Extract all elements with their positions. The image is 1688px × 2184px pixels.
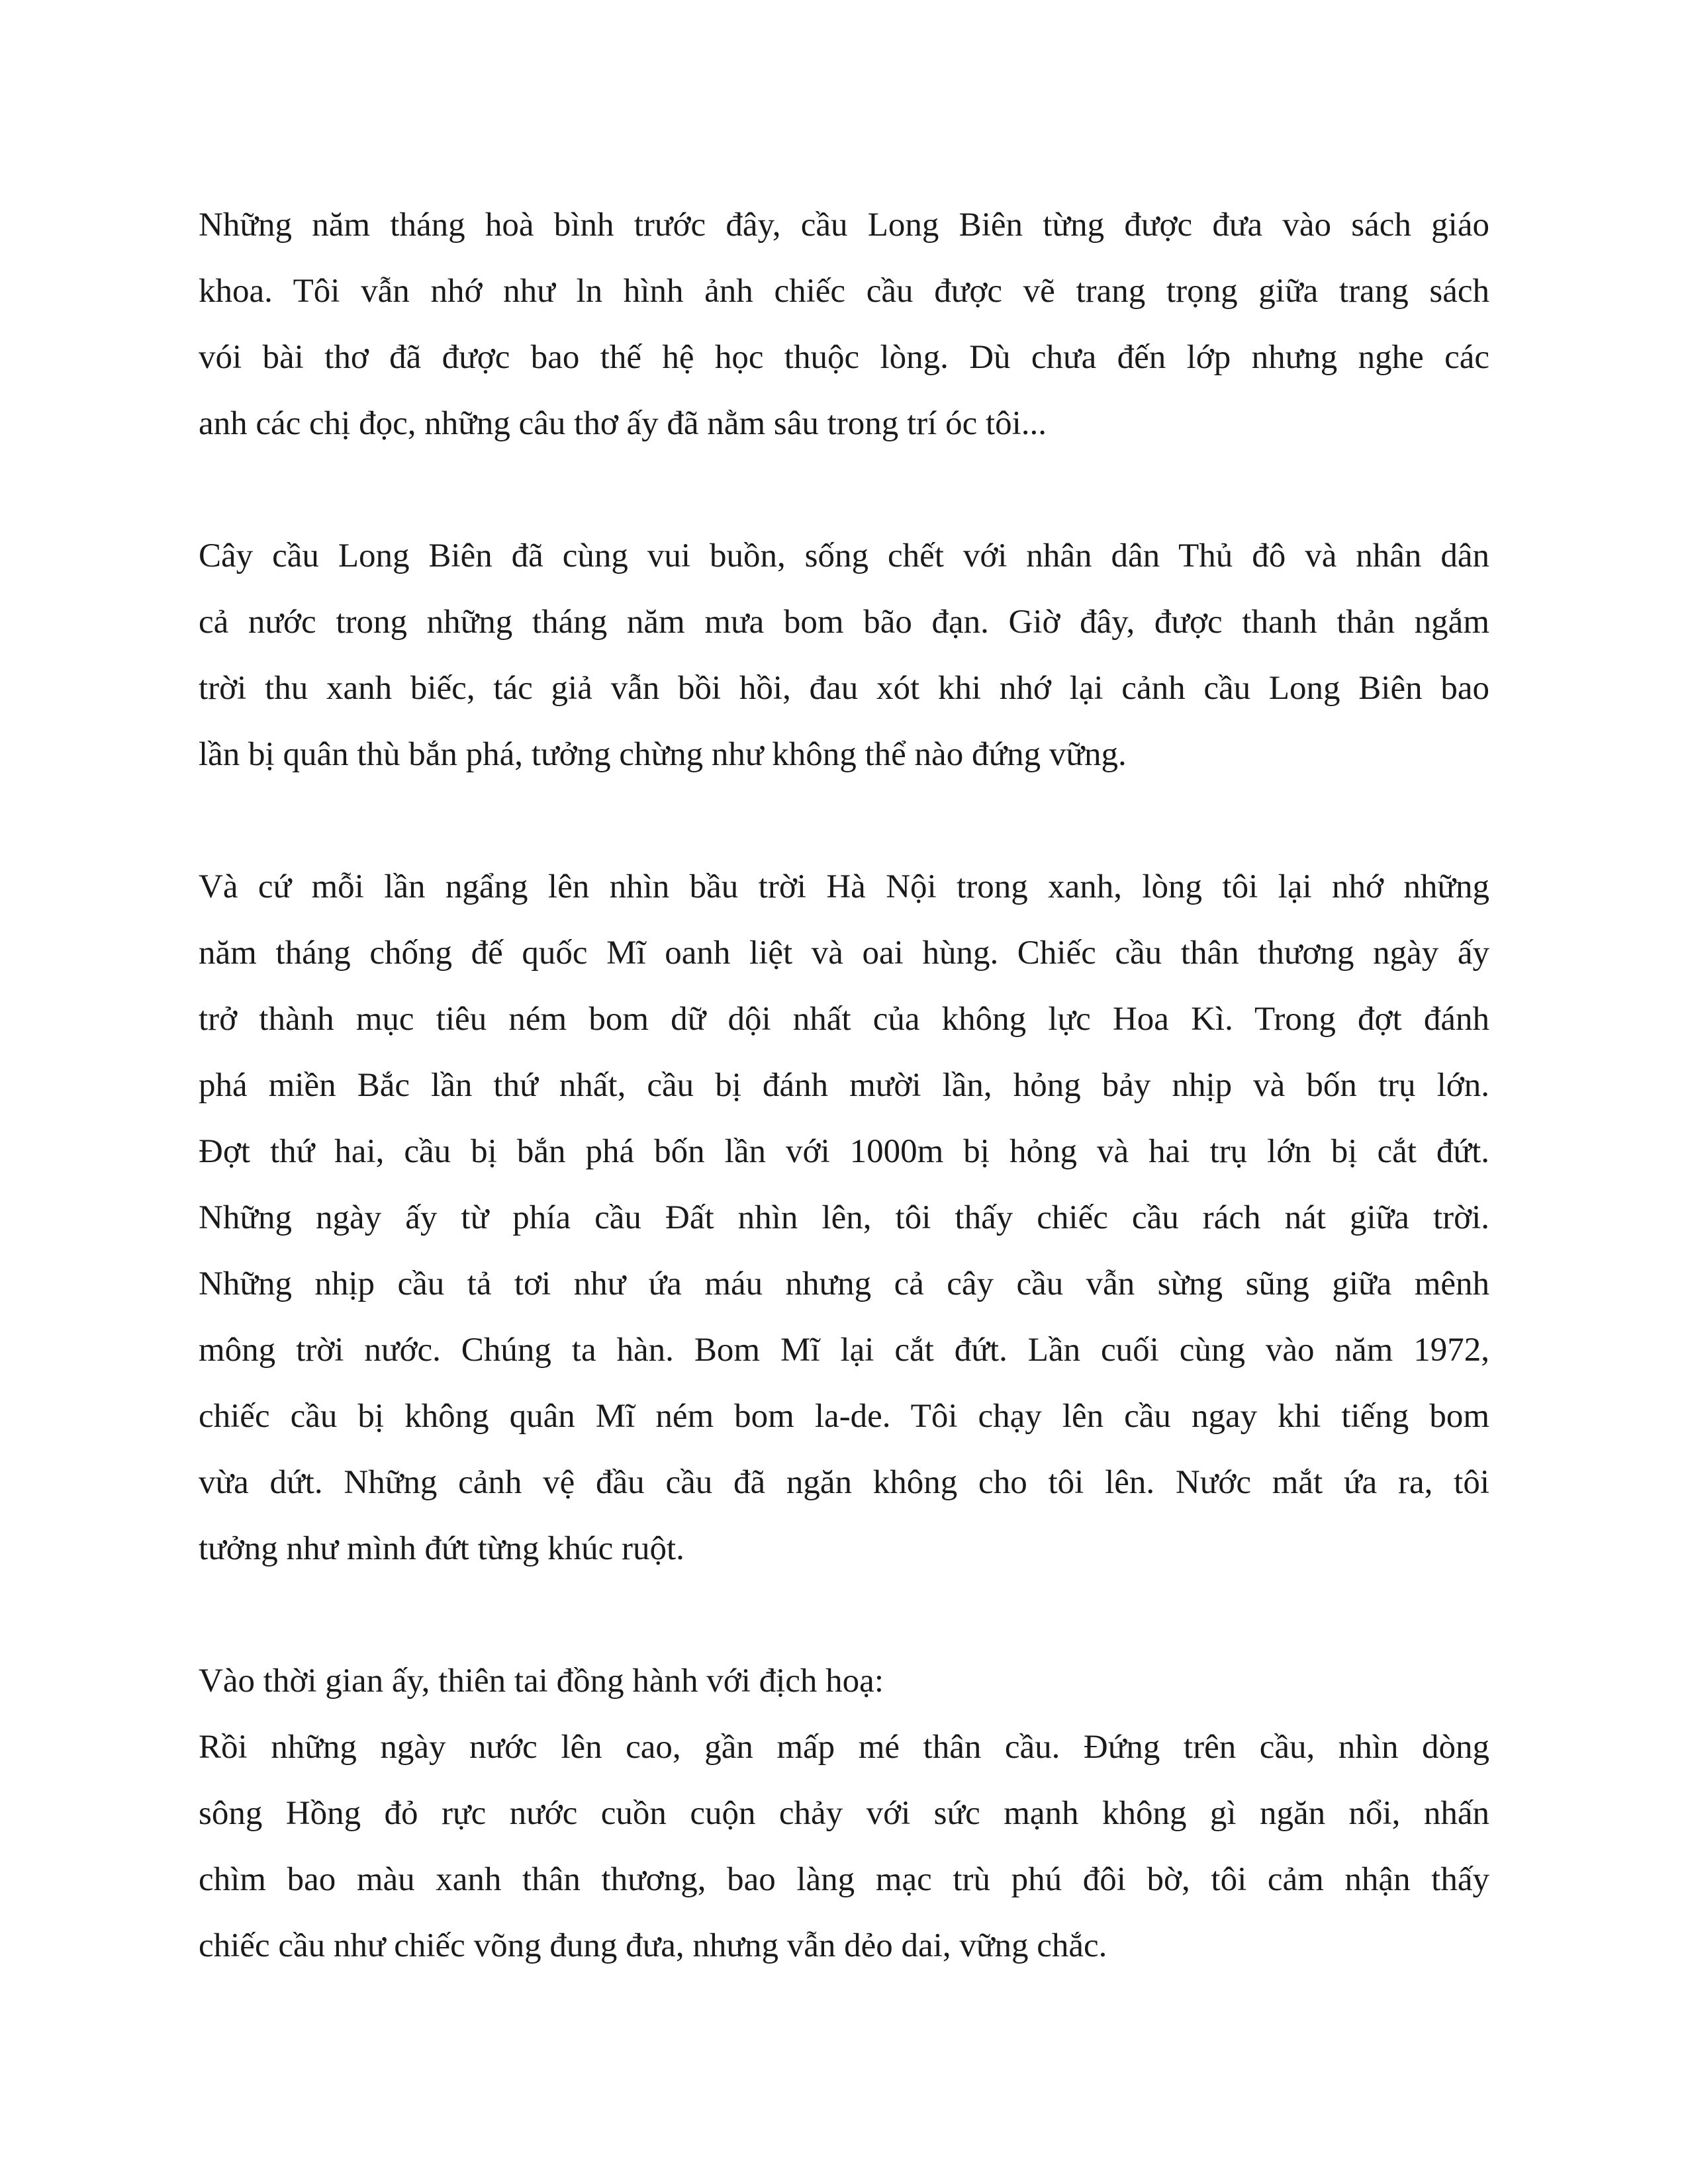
text-line: Những ngày ấy từ phía cầu Đất nhìn lên, tôi thấy chiếc cầu rách nát giữa trời. (199, 1199, 1489, 1236)
paragraph-disaster-intro (199, 1648, 1489, 1714)
text-line: năm tháng chống đế quốc Mĩ oanh liệt và oai hùng. Chiếc cầu thân thương ngày ấy (199, 934, 1489, 972)
text-line: chiếc cầu như chiếc võng đung đưa, nhưng vẫn dẻo dai, vững chắc. (199, 1927, 1107, 1964)
paragraph-textbook-memory (199, 192, 1489, 457)
text-line: mông trời nước. Chúng ta hàn. Bom Mĩ lại cắt đứt. Lần cuối cùng vào năm 1972, (199, 1332, 1489, 1369)
text-line: chiếc cầu bị không quân Mĩ ném bom la-de. Tôi chạy lên cầu ngay khi tiếng bom (199, 1398, 1489, 1435)
text-line: Những năm tháng hoà bình trước đây, cầu Long Biên từng được đưa vào sách giáo (199, 206, 1489, 244)
text-line: Vào thời gian ấy, thiên tai đồng hành với địch hoạ: (199, 1662, 884, 1700)
text-line: trời thu xanh biếc, tác giả vẫn bồi hồi, đau xót khi nhớ lại cảnh cầu Long Biên bao (199, 670, 1489, 707)
document-page (199, 192, 1489, 2045)
text-line: sông Hồng đỏ rực nước cuồn cuộn chảy với sức mạnh không gì ngăn nổi, nhấn (199, 1795, 1489, 1832)
text-line: lần bị quân thù bắn phá, tưởng chừng như không thể nào đứng vững. (199, 736, 1127, 773)
paragraph-bombing-memories (199, 854, 1489, 1582)
text-line: trở thành mục tiêu ném bom dữ dội nhất của không lực Hoa Kì. Trong đợt đánh (199, 1001, 1489, 1038)
text-line: chìm bao màu xanh thân thương, bao làng mạc trù phú đôi bờ, tôi cảm nhận thấy (199, 1861, 1489, 1898)
text-line: vừa dứt. Những cảnh vệ đầu cầu đã ngăn không cho tôi lên. Nước mắt ứa ra, tôi (199, 1464, 1489, 1501)
text-line: Rồi những ngày nước lên cao, gần mấp mé thân cầu. Đứng trên cầu, nhìn dòng (199, 1729, 1489, 1766)
text-line: vói bài thơ đã được bao thế hệ học thuộc lòng. Dù chưa đến lớp nhưng nghe các (199, 339, 1489, 376)
text-line: Cây cầu Long Biên đã cùng vui buồn, sống chết với nhân dân Thủ đô và nhân dân (199, 537, 1489, 574)
text-line: anh các chị đọc, những câu thơ ấy đã nằm sâu trong trí óc tôi... (199, 405, 1047, 442)
text-line: khoa. Tôi vẫn nhớ như ln hình ảnh chiếc cầu được vẽ trang trọng giữa trang sách (199, 273, 1489, 310)
text-line: Những nhịp cầu tả tơi như ứa máu nhưng cả cây cầu vẫn sừng sũng giữa mênh (199, 1265, 1489, 1302)
text-line: Và cứ mỗi lần ngẩng lên nhìn bầu trời Hà Nội trong xanh, lòng tôi lại nhớ những (199, 868, 1489, 905)
text-line: cả nước trong những tháng năm mưa bom bão đạn. Giờ đây, được thanh thản ngắm (199, 604, 1489, 641)
text-line: tưởng như mình đứt từng khúc ruột. (199, 1530, 684, 1567)
paragraph-flood (199, 1714, 1489, 1979)
text-line: phá miền Bắc lần thứ nhất, cầu bị đánh mười lần, hỏng bảy nhịp và bốn trụ lớn. (199, 1067, 1489, 1104)
text-line: Đợt thứ hai, cầu bị bắn phá bốn lần với 1000m bị hỏng và hai trụ lớn bị cắt đứt. (199, 1133, 1489, 1170)
paragraph-bridge-wartime (199, 523, 1489, 788)
